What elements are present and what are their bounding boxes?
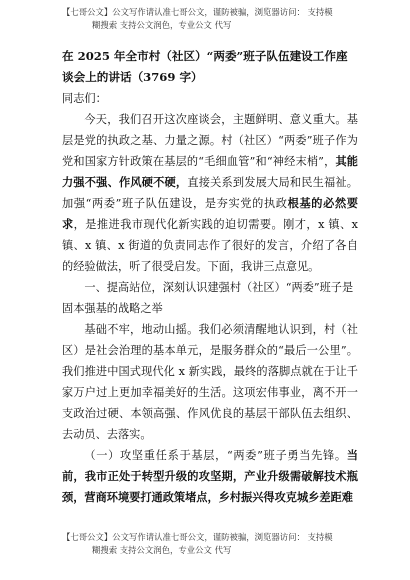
page-footer [62, 531, 362, 557]
intro-text-a: 今天，我们召开这次座谈会，主题鲜明、意义重大。基层是党的执政之基、力量之源。村（社区）“两委”班子作为党和国家方针政策在基层的“毛细血管”和“神经末梢”， [62, 113, 358, 168]
paragraph-intro [62, 109, 358, 277]
section-heading-1: 一、提高站位，深刻认识建强村（社区）“两委”班子是固本强基的战略之举 [62, 281, 354, 315]
document-title: 在 2025 年全市村（社区）“两委”班子队伍建设工作座谈会上的讲话（3769 字） [62, 49, 348, 84]
paragraph-subsection-1 [62, 445, 358, 508]
subsection-heading: （一）攻坚重任系于基层，“两委”班子勇当先锋。 [84, 449, 347, 462]
header-line-2: 糊搜索 支持公文润色，专业公文 代写 [92, 20, 232, 30]
paragraph-foundation: 基础不牢，地动山摇。我们必须清醒地认识到，村（社区）是社会治理的基本单元，是服务群众的“最后一公里”。我们推进中国式现代化 x 新实践，最终的落脚点就在于让千家万户过上更加幸福美好的生活。这项宏伟事业，离不开一支政治过硬、本领高强、作风优良的基层干部队伍去组织、去动员、去落实。 [62, 323, 358, 441]
footer-line-2: 糊搜索 支持公文润色，专业公文 代写 [92, 545, 232, 555]
document-body [62, 46, 358, 508]
footer-line-1: 【七哥公文】公文写作请认准七哥公文，谨防被骗，浏览器访问： 支持模 [62, 532, 333, 542]
header-line-1: 【七哥公文】公文写作请认准七哥公文，谨防被骗，浏览器访问： 支持模 [62, 7, 333, 17]
salutation: 同志们： [62, 92, 107, 105]
intro-text-e: ，是推进我市现代化新实践的迫切需要。刚才，x 镇、x 镇、x 镇、x 街道的负责同志作了很好的发言，介绍了各自的经验做法，听了很受启发。下面，我讲三点意见。 [62, 218, 358, 273]
subsection-text: 当前，我市正处于转型升级的攻坚期，产业升级需破解技术瓶颈，营商环境要打通政策堵点，乡村振兴得攻克城乡差距难 [62, 448, 358, 504]
page-header [62, 6, 362, 32]
intro-bold-a: 其能力强不强、作风硬不硬， [62, 154, 358, 189]
intro-bold-b: 根基的必然要求 [62, 196, 358, 231]
intro-text-c: 直接关系到发展大局和民生福祉。加强“两委”班子队伍建设，是夯实党的执政 [62, 176, 358, 210]
